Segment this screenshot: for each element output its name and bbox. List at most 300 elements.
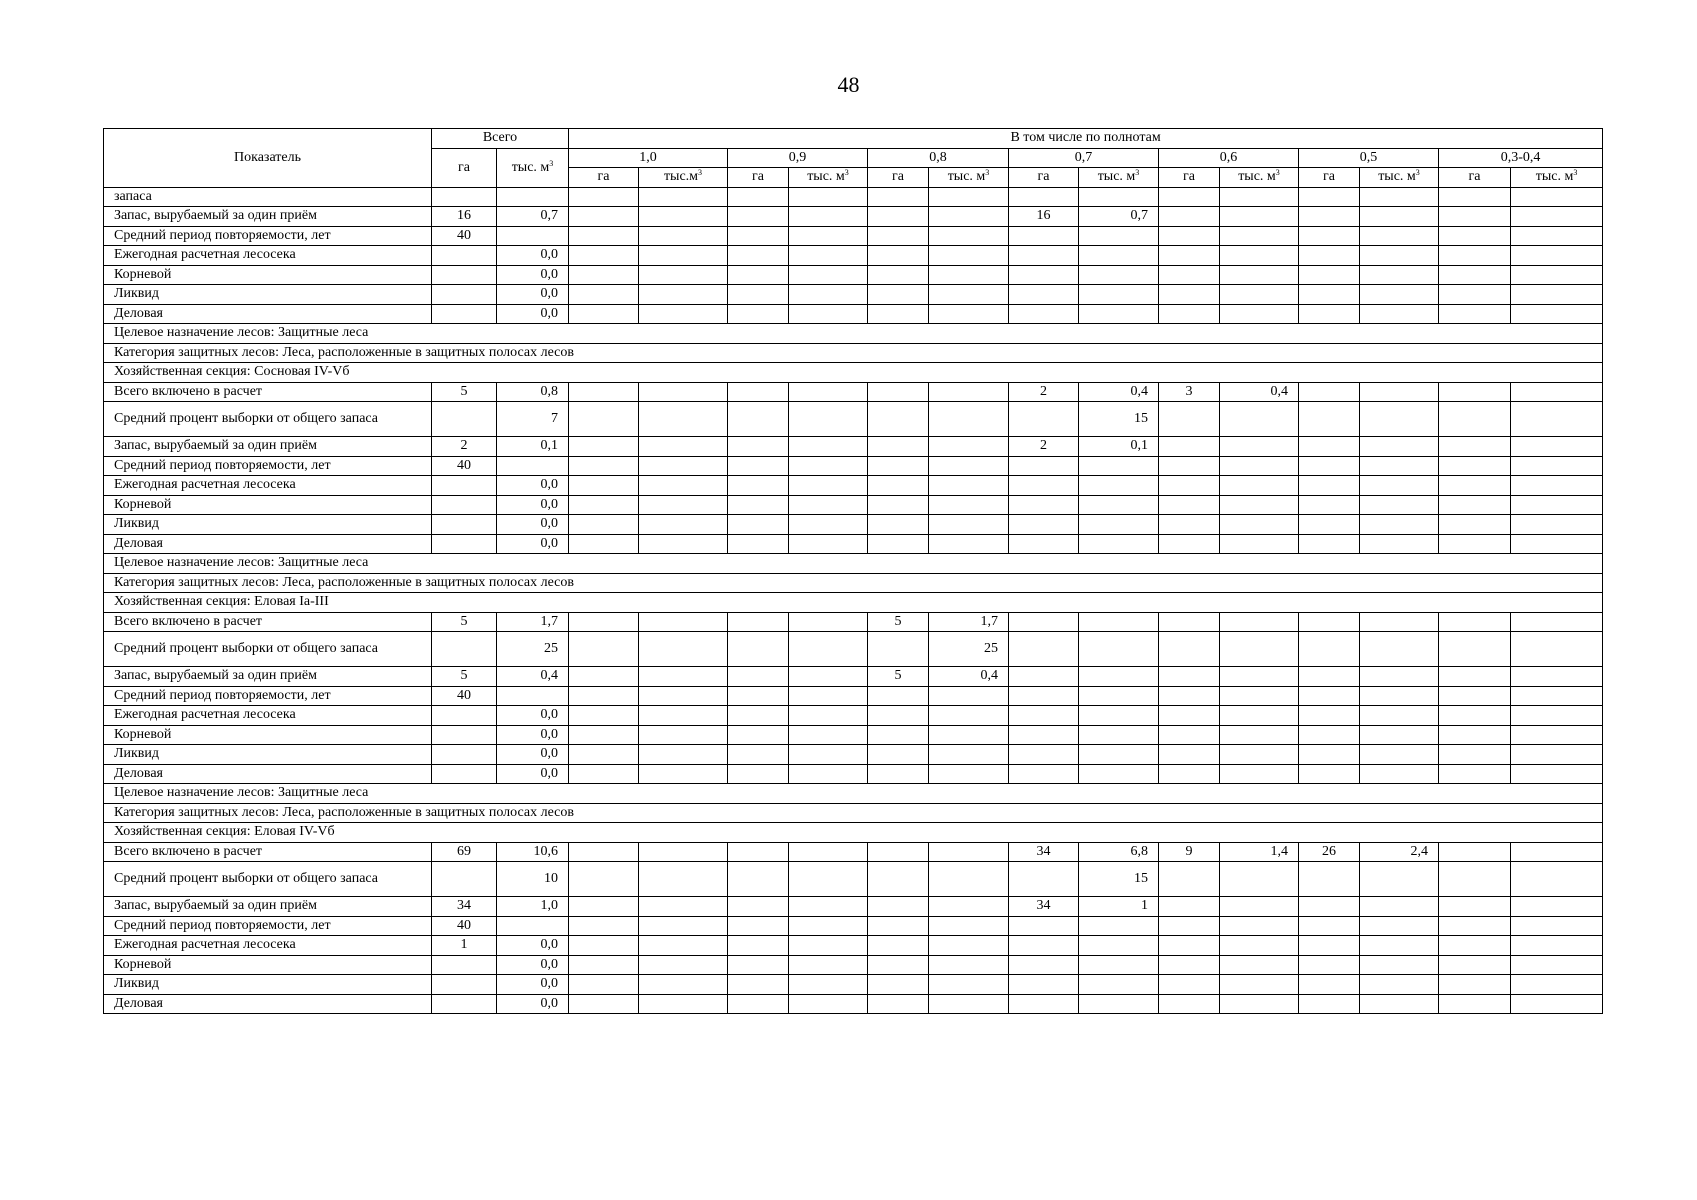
section-label: Хозяйственная секция: Еловая Ia-III: [104, 593, 1603, 613]
cell-volume: 1,0: [497, 897, 569, 917]
cell-volume: [1220, 285, 1299, 305]
cell-ha: [728, 745, 789, 765]
cell-volume: [1511, 476, 1603, 496]
cell-ha: [1439, 897, 1511, 917]
cell-ha: [1299, 862, 1360, 897]
cell-volume: [789, 402, 868, 437]
cell-volume: [1511, 207, 1603, 227]
table-row: [104, 207, 1603, 227]
cell-volume: [1079, 612, 1159, 632]
cell-ha: [1159, 632, 1220, 667]
table-row: [104, 745, 1603, 765]
cell-ha: [1159, 534, 1220, 554]
cell-volume: [1079, 994, 1159, 1014]
cell-volume: [1220, 745, 1299, 765]
cell-volume: [1079, 667, 1159, 687]
table-row: [104, 382, 1603, 402]
cell-volume: [1511, 285, 1603, 305]
cell-volume: [1220, 437, 1299, 457]
cell-ha: [569, 456, 639, 476]
row-label: Корневой: [104, 495, 432, 515]
ha-subheader: га: [1299, 168, 1360, 188]
section-label: Целевое назначение лесов: Защитные леса: [104, 784, 1603, 804]
cell-ha: 34: [1009, 897, 1079, 917]
cell-ha: [728, 265, 789, 285]
cell-volume: [1220, 402, 1299, 437]
cell-volume: [1220, 265, 1299, 285]
row-label: Ежегодная расчетная лесосека: [104, 476, 432, 496]
cell-ha: 5: [432, 382, 497, 402]
cell-volume: [1511, 495, 1603, 515]
cell-ha: [1009, 862, 1079, 897]
cell-ha: [728, 975, 789, 995]
volume-subheader: $тыс.м^3$: [639, 168, 728, 188]
table-row: [104, 897, 1603, 917]
cell-ha: [1299, 437, 1360, 457]
cell-ha: [569, 534, 639, 554]
cell-volume: [1360, 456, 1439, 476]
cell-ha: [1009, 955, 1079, 975]
cell-ha: [1159, 725, 1220, 745]
row-label: Всего включено в расчет: [104, 842, 432, 862]
cell-volume: [1360, 476, 1439, 496]
volume-subheader: тыс. $м^3$: [789, 168, 868, 188]
row-label: Корневой: [104, 955, 432, 975]
cell-ha: [728, 725, 789, 745]
cell-ha: 5: [868, 612, 929, 632]
cell-volume: [789, 725, 868, 745]
cell-ha: [1439, 476, 1511, 496]
by-density-header: В том числе по полнотам: [569, 129, 1603, 149]
cell-ha: [1159, 764, 1220, 784]
cell-ha: [868, 515, 929, 535]
cell-volume: [1079, 955, 1159, 975]
cell-ha: [728, 916, 789, 936]
row-label: Средний процент выборки от общего запаса: [104, 402, 432, 437]
cell-ha: [868, 534, 929, 554]
cell-ha: [569, 897, 639, 917]
cell-ha: [1439, 994, 1511, 1014]
cell-volume: [1079, 916, 1159, 936]
table-row: [104, 456, 1603, 476]
cell-volume: 15: [1079, 402, 1159, 437]
cell-volume: [1360, 897, 1439, 917]
table-row: [104, 285, 1603, 305]
cell-volume: [1360, 226, 1439, 246]
cell-ha: [1159, 495, 1220, 515]
cell-volume: [929, 842, 1009, 862]
cell-ha: [728, 897, 789, 917]
cell-volume: [1360, 745, 1439, 765]
row-label: Запас, вырубаемый за один приём: [104, 207, 432, 227]
cell-ha: [569, 187, 639, 207]
cell-ha: [1299, 936, 1360, 956]
cell-volume: [929, 187, 1009, 207]
cell-ha: [1299, 515, 1360, 535]
cell-ha: [1299, 265, 1360, 285]
row-label: Корневой: [104, 265, 432, 285]
cell-volume: 0,7: [497, 207, 569, 227]
cell-volume: [789, 285, 868, 305]
cell-ha: [569, 226, 639, 246]
cell-ha: [1299, 706, 1360, 726]
cell-volume: [1079, 265, 1159, 285]
cell-ha: [1159, 402, 1220, 437]
cell-ha: [728, 534, 789, 554]
cell-volume: [1511, 612, 1603, 632]
cell-ha: [728, 667, 789, 687]
cell-ha: [1439, 246, 1511, 266]
cell-ha: [1439, 207, 1511, 227]
cell-volume: 0,0: [497, 265, 569, 285]
cell-volume: [1220, 476, 1299, 496]
cell-volume: [1220, 862, 1299, 897]
cell-ha: [1009, 725, 1079, 745]
cell-ha: [728, 994, 789, 1014]
cell-ha: [1439, 955, 1511, 975]
cell-ha: [1439, 402, 1511, 437]
cell-volume: [789, 612, 868, 632]
cell-volume: [789, 515, 868, 535]
cell-volume: [639, 745, 728, 765]
cell-volume: [1079, 456, 1159, 476]
cell-volume: [639, 612, 728, 632]
cell-ha: 26: [1299, 842, 1360, 862]
cell-volume: [789, 936, 868, 956]
cell-ha: [569, 246, 639, 266]
cell-ha: [1159, 456, 1220, 476]
cell-ha: 40: [432, 686, 497, 706]
cell-volume: [639, 246, 728, 266]
cell-volume: [1220, 667, 1299, 687]
cell-ha: [1439, 975, 1511, 995]
cell-ha: [432, 764, 497, 784]
table-row: [104, 994, 1603, 1014]
cell-ha: [728, 304, 789, 324]
cell-volume: [1360, 285, 1439, 305]
density-header: 0,3-0,4: [1439, 148, 1603, 168]
cell-ha: [728, 862, 789, 897]
table-row: [104, 476, 1603, 496]
cell-ha: [1009, 495, 1079, 515]
cell-volume: [1360, 916, 1439, 936]
cell-ha: [432, 745, 497, 765]
table-row: [104, 187, 1603, 207]
cell-volume: 0,0: [497, 764, 569, 784]
cell-ha: [569, 476, 639, 496]
cell-volume: 0,0: [497, 994, 569, 1014]
cell-ha: [1009, 686, 1079, 706]
cell-ha: [1009, 612, 1079, 632]
cell-ha: 40: [432, 226, 497, 246]
cell-volume: [1079, 686, 1159, 706]
cell-volume: [1511, 686, 1603, 706]
cell-ha: [432, 725, 497, 745]
cell-volume: [1220, 897, 1299, 917]
density-header: 0,5: [1299, 148, 1439, 168]
cell-volume: [1360, 706, 1439, 726]
cell-volume: [1511, 187, 1603, 207]
cell-ha: [868, 476, 929, 496]
cell-volume: [1220, 764, 1299, 784]
cell-volume: [1511, 246, 1603, 266]
cell-volume: [1511, 515, 1603, 535]
cell-volume: [789, 495, 868, 515]
cell-ha: [432, 862, 497, 897]
cell-ha: [728, 246, 789, 266]
cell-ha: [569, 495, 639, 515]
cell-volume: [929, 897, 1009, 917]
cell-ha: [1299, 495, 1360, 515]
cell-ha: [728, 456, 789, 476]
cell-volume: [639, 437, 728, 457]
cell-volume: 0,7: [1079, 207, 1159, 227]
cell-volume: [1360, 402, 1439, 437]
cell-ha: [868, 955, 929, 975]
cell-ha: [868, 207, 929, 227]
section-label: Хозяйственная секция: Сосновая IV-Vб: [104, 363, 1603, 383]
row-label: запаса: [104, 187, 432, 207]
cell-ha: [432, 706, 497, 726]
cell-ha: [1439, 265, 1511, 285]
cell-ha: [569, 745, 639, 765]
cell-ha: [728, 955, 789, 975]
cell-ha: [1009, 226, 1079, 246]
cell-volume: [639, 842, 728, 862]
cell-volume: [789, 862, 868, 897]
cell-ha: [1159, 265, 1220, 285]
cell-volume: [1360, 667, 1439, 687]
cell-ha: [1159, 936, 1220, 956]
cell-ha: [1439, 187, 1511, 207]
cell-ha: [868, 725, 929, 745]
cell-ha: [1299, 226, 1360, 246]
cell-volume: [1511, 265, 1603, 285]
table-row: [104, 534, 1603, 554]
cell-volume: [1511, 862, 1603, 897]
cell-ha: [868, 862, 929, 897]
cell-volume: [929, 534, 1009, 554]
table-row: [104, 226, 1603, 246]
section-label: Хозяйственная секция: Еловая IV-Vб: [104, 823, 1603, 843]
cell-ha: [868, 842, 929, 862]
cell-ha: [868, 706, 929, 726]
cell-ha: [432, 476, 497, 496]
cell-ha: [569, 916, 639, 936]
cell-ha: [1439, 745, 1511, 765]
cell-volume: [789, 246, 868, 266]
cell-volume: [1511, 994, 1603, 1014]
cell-ha: [569, 862, 639, 897]
total-ha-header: га: [432, 148, 497, 187]
cell-ha: 2: [1009, 437, 1079, 457]
cell-ha: [728, 686, 789, 706]
section-label: Категория защитных лесов: Леса, расположенные в защитных полосах лесов: [104, 803, 1603, 823]
row-label: Деловая: [104, 534, 432, 554]
cell-volume: [789, 476, 868, 496]
row-label: Ликвид: [104, 975, 432, 995]
cell-volume: [1360, 265, 1439, 285]
cell-volume: [929, 246, 1009, 266]
cell-ha: [1439, 456, 1511, 476]
table-row: [104, 725, 1603, 745]
cell-volume: [1360, 495, 1439, 515]
cell-ha: [1009, 515, 1079, 535]
row-label: Ежегодная расчетная лесосека: [104, 706, 432, 726]
cell-ha: [728, 476, 789, 496]
cell-ha: 5: [432, 612, 497, 632]
cell-volume: [1511, 897, 1603, 917]
cell-ha: [1439, 706, 1511, 726]
cell-volume: [1220, 226, 1299, 246]
table-row: [104, 862, 1603, 897]
cell-volume: [1220, 534, 1299, 554]
cell-ha: [432, 632, 497, 667]
cell-ha: [432, 955, 497, 975]
cell-ha: [1439, 285, 1511, 305]
cell-volume: [1511, 437, 1603, 457]
cell-ha: 34: [432, 897, 497, 917]
cell-ha: [1159, 667, 1220, 687]
cell-volume: [789, 955, 868, 975]
table-row: [104, 975, 1603, 995]
cell-volume: [639, 456, 728, 476]
cell-ha: [868, 764, 929, 784]
cell-volume: [929, 994, 1009, 1014]
cell-volume: [789, 994, 868, 1014]
cell-volume: [1220, 725, 1299, 745]
cell-volume: [1511, 632, 1603, 667]
cell-volume: [497, 916, 569, 936]
total-header: Всего: [432, 129, 569, 149]
cell-ha: [868, 382, 929, 402]
cell-ha: [1299, 285, 1360, 305]
row-label: Средний период повторяемости, лет: [104, 686, 432, 706]
cell-ha: [1299, 897, 1360, 917]
cell-volume: 0,0: [497, 936, 569, 956]
cell-ha: [868, 285, 929, 305]
cell-ha: [569, 382, 639, 402]
cell-ha: [569, 667, 639, 687]
cell-volume: [1079, 745, 1159, 765]
cell-ha: [1299, 456, 1360, 476]
row-label: Запас, вырубаемый за один приём: [104, 667, 432, 687]
cell-volume: 25: [929, 632, 1009, 667]
cell-ha: 40: [432, 456, 497, 476]
cell-volume: [497, 226, 569, 246]
cell-volume: [639, 897, 728, 917]
cell-volume: [639, 495, 728, 515]
cell-ha: [868, 916, 929, 936]
ha-subheader: га: [1439, 168, 1511, 188]
cell-ha: [1009, 304, 1079, 324]
row-label: Средний процент выборки от общего запаса: [104, 862, 432, 897]
cell-ha: [1439, 686, 1511, 706]
cell-ha: [868, 226, 929, 246]
cell-ha: 16: [1009, 207, 1079, 227]
cell-ha: [728, 706, 789, 726]
row-label: Ликвид: [104, 745, 432, 765]
cell-ha: [1299, 246, 1360, 266]
cell-volume: 2,4: [1360, 842, 1439, 862]
cell-volume: [639, 382, 728, 402]
cell-ha: [1009, 285, 1079, 305]
cell-ha: [1299, 686, 1360, 706]
cell-volume: 7: [497, 402, 569, 437]
cell-volume: [929, 304, 1009, 324]
cell-ha: [1439, 632, 1511, 667]
cell-volume: [929, 862, 1009, 897]
cell-volume: [789, 187, 868, 207]
row-label: Деловая: [104, 764, 432, 784]
row-label: Средний период повторяемости, лет: [104, 456, 432, 476]
table-header: [104, 129, 1603, 188]
cell-ha: [728, 187, 789, 207]
cell-volume: [929, 476, 1009, 496]
density-header: 0,7: [1009, 148, 1159, 168]
cell-ha: 5: [868, 667, 929, 687]
section-label: Категория защитных лесов: Леса, расположенные в защитных полосах лесов: [104, 343, 1603, 363]
cell-volume: [639, 534, 728, 554]
row-label: Запас, вырубаемый за один приём: [104, 437, 432, 457]
cell-volume: [1511, 226, 1603, 246]
cell-ha: [1299, 207, 1360, 227]
cell-ha: [1159, 686, 1220, 706]
cell-volume: [1511, 667, 1603, 687]
section-row: [104, 784, 1603, 804]
cell-volume: [1220, 187, 1299, 207]
cell-ha: [1439, 842, 1511, 862]
cell-volume: [929, 402, 1009, 437]
cell-ha: [868, 187, 929, 207]
cell-volume: 0,1: [1079, 437, 1159, 457]
cell-volume: [639, 936, 728, 956]
table-row: [104, 437, 1603, 457]
cell-volume: [929, 764, 1009, 784]
cell-volume: [1079, 304, 1159, 324]
cell-volume: [639, 706, 728, 726]
cell-volume: [929, 515, 1009, 535]
cell-volume: [1360, 534, 1439, 554]
cell-ha: [1159, 304, 1220, 324]
cell-ha: [1439, 382, 1511, 402]
cell-volume: 0,1: [497, 437, 569, 457]
cell-volume: 0,4: [497, 667, 569, 687]
cell-ha: [569, 725, 639, 745]
table-row: [104, 246, 1603, 266]
cell-ha: [1299, 916, 1360, 936]
cell-ha: [1159, 187, 1220, 207]
row-label: Средний период повторяемости, лет: [104, 916, 432, 936]
table-row: [104, 612, 1603, 632]
section-row: [104, 803, 1603, 823]
cell-volume: 0,0: [497, 285, 569, 305]
cell-ha: [868, 994, 929, 1014]
cell-ha: [868, 897, 929, 917]
cell-volume: [1079, 495, 1159, 515]
cell-ha: [1299, 994, 1360, 1014]
cell-ha: [569, 207, 639, 227]
cell-volume: [929, 226, 1009, 246]
cell-volume: [1360, 437, 1439, 457]
cell-ha: [569, 265, 639, 285]
cell-ha: [1439, 667, 1511, 687]
cell-volume: [1511, 534, 1603, 554]
cell-volume: [1220, 686, 1299, 706]
cell-ha: [728, 632, 789, 667]
cell-volume: [1360, 246, 1439, 266]
cell-volume: [1511, 402, 1603, 437]
